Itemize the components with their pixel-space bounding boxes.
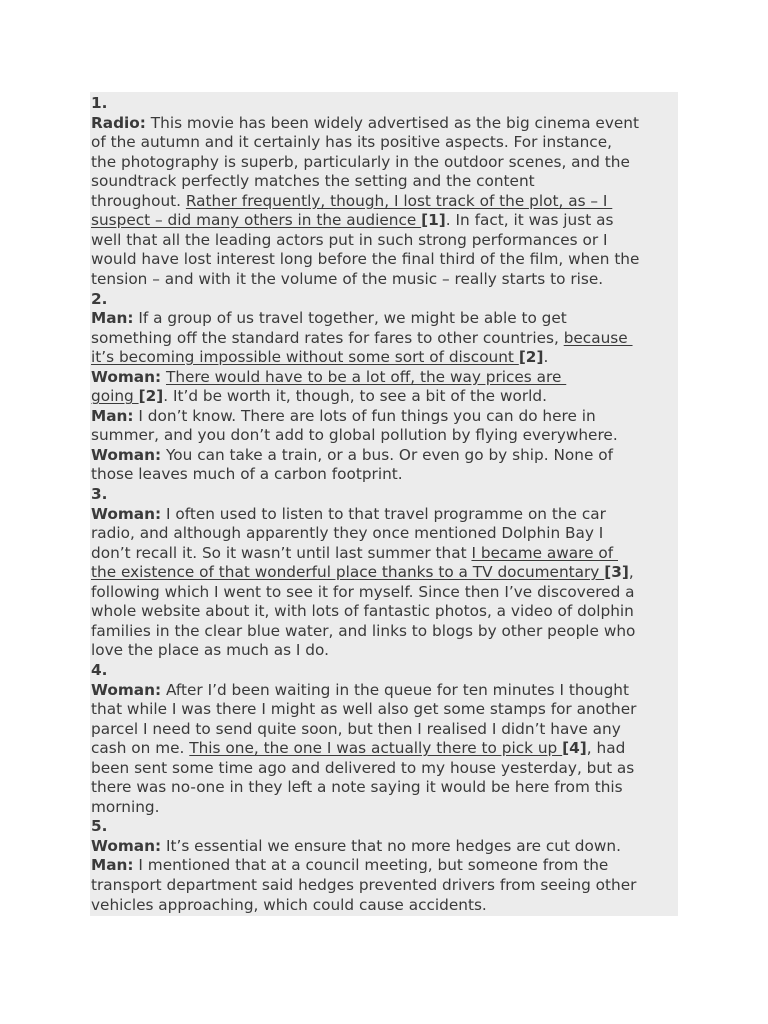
bold-text: 5. [91, 817, 108, 836]
text: something off the standard rates for fares to other countries, [91, 328, 564, 347]
transcript-line [91, 583, 635, 603]
text: It’s essential we ensure that no more hedges are cut down. [161, 836, 621, 855]
text: love the place as much as I do. [91, 641, 329, 660]
transcript-line [91, 290, 107, 310]
text: . In fact, it was just as [445, 211, 614, 230]
bold-text: Man: [91, 406, 134, 425]
bold-text: Woman: [91, 504, 162, 523]
bold-text: Man: [91, 309, 134, 328]
transcript-line [91, 700, 636, 720]
transcript-line [91, 505, 606, 525]
transcript-line [91, 896, 487, 916]
bold-text: 3. [91, 485, 108, 503]
text: that while I was there I might as well also get some stamps for another [91, 700, 637, 719]
transcript-line [91, 407, 596, 427]
bold-text: [4] [562, 739, 587, 758]
transcript-line [91, 485, 107, 505]
transcript-line [91, 681, 629, 701]
bold-text: [3] [604, 563, 629, 582]
transcript-line [91, 739, 625, 759]
bold-text: [2] [518, 348, 544, 367]
text: following which I went to see it for myself. Since then I’ve discovered a [91, 582, 635, 601]
text: If a group of us travel together, we might be able to get [133, 309, 567, 328]
transcript-line [91, 837, 621, 857]
text: would have lost interest long before the final third of the film, when the [91, 250, 640, 269]
transcript-line [91, 778, 623, 798]
text: . It’d be worth it, though, to see a bit of the world. [163, 387, 547, 406]
bold-text: 2. [91, 289, 108, 308]
text: transport department said hedges prevented drivers from seeing other [91, 876, 637, 894]
underlined-answer-text: the existence of that wonderful place thanks to a TV documentary [91, 563, 605, 582]
underlined-answer-text: because [563, 328, 633, 347]
transcript-line [91, 387, 547, 407]
bold-text: Radio: [91, 113, 146, 132]
transcript-line [91, 856, 608, 876]
text: vehicles approaching, which could cause accidents. [91, 895, 487, 914]
text: of the autumn and it certainly has its positive aspects. For instance, [91, 133, 612, 152]
transcript-line [91, 133, 612, 153]
text: , had [586, 739, 626, 758]
transcript-line [91, 720, 621, 740]
text: . [543, 348, 549, 367]
underlined-answer-text: going [91, 387, 139, 406]
transcript-line [91, 759, 634, 779]
underlined-answer-text: This one, the one I was actually there to pick up [189, 739, 563, 758]
bold-text: Man: [91, 856, 134, 875]
text: soundtrack perfectly matches the setting and the content [91, 172, 535, 191]
bold-text: Woman: [91, 367, 162, 386]
transcript-line [91, 114, 639, 134]
bold-text: Woman: [91, 836, 162, 855]
transcript-line [91, 602, 634, 622]
text: morning. [91, 797, 160, 816]
transcript-line [91, 622, 635, 642]
transcript-line [91, 348, 548, 368]
text: there was no-one in they left a note saying it would be here from this [91, 778, 623, 797]
bold-text: Woman: [91, 445, 162, 464]
transcript-line [91, 544, 618, 564]
transcript-line [91, 524, 603, 544]
text: summer, and you don’t add to global pollution by flying everywhere. [91, 426, 618, 445]
text: I mentioned that at a council meeting, but someone from the [133, 856, 609, 875]
transcript-line [91, 817, 107, 837]
transcript-line [91, 641, 329, 661]
bold-text: [2] [138, 387, 164, 406]
underlined-answer-text: suspect – did many others in the audience [91, 211, 422, 230]
transcript-line [91, 661, 107, 681]
underlined-answer-text: it’s becoming impossible without some sort of discount [91, 348, 519, 367]
transcript-line [91, 426, 618, 446]
text: throughout. [91, 191, 186, 210]
text: families in the clear blue water, and links to blogs by other people who [91, 621, 636, 640]
text: I don’t know. There are lots of fun things you can do here in [133, 406, 596, 425]
underlined-answer-text: There would have to be a lot off, the way prices are [165, 367, 567, 386]
text: well that all the leading actors put in such strong performances or I [91, 230, 608, 249]
transcript-line [91, 465, 403, 485]
transcript-line [91, 270, 603, 290]
text: radio, and although apparently they once mentioned Dolphin Bay I [91, 524, 604, 543]
transcript-line [91, 172, 535, 192]
bold-text: 4. [91, 660, 108, 679]
underlined-answer-text: I became aware of [471, 543, 618, 562]
bold-text: Woman: [91, 680, 162, 699]
transcript-line [91, 309, 567, 329]
text: don’t recall it. So it wasn’t until last summer that [91, 543, 472, 562]
text: cash on me. [91, 739, 190, 758]
text: You can take a train, or a bus. Or even go by ship. None of [161, 445, 613, 464]
text: After I’d been waiting in the queue for ten minutes I thought [161, 680, 629, 699]
text: parcel I need to send quite soon, but then I realised I didn’t have any [91, 719, 621, 738]
text: I often used to listen to that travel programme on the car [161, 504, 606, 523]
transcript-line [91, 231, 608, 251]
transcript-line [91, 368, 566, 388]
text: , [628, 563, 634, 582]
transcript-line [91, 798, 160, 818]
transcript-line [91, 94, 107, 114]
text: tension – and with it the volume of the music – really starts to rise. [91, 269, 604, 288]
transcript-document [90, 92, 678, 916]
underlined-answer-text: Rather frequently, though, I lost track of the plot, as – I [185, 191, 613, 210]
bold-text: [1] [421, 211, 446, 230]
transcript-line [91, 250, 639, 270]
text: the photography is superb, particularly in the outdoor scenes, and the [91, 152, 630, 171]
text: This movie has been widely advertised as the big cinema event [145, 113, 639, 132]
transcript-line [91, 563, 634, 583]
transcript-line [91, 446, 613, 466]
transcript-line [91, 329, 633, 349]
bold-text: 1. [91, 94, 108, 112]
transcript-line [91, 211, 613, 231]
transcript-line [91, 153, 630, 173]
text: those leaves much of a carbon footprint. [91, 465, 403, 484]
text: been sent some time ago and delivered to my house yesterday, but as [91, 758, 635, 777]
transcript-line [91, 876, 636, 896]
transcript-line [91, 192, 612, 212]
text: whole website about it, with lots of fantastic photos, a video of dolphin [91, 602, 634, 621]
